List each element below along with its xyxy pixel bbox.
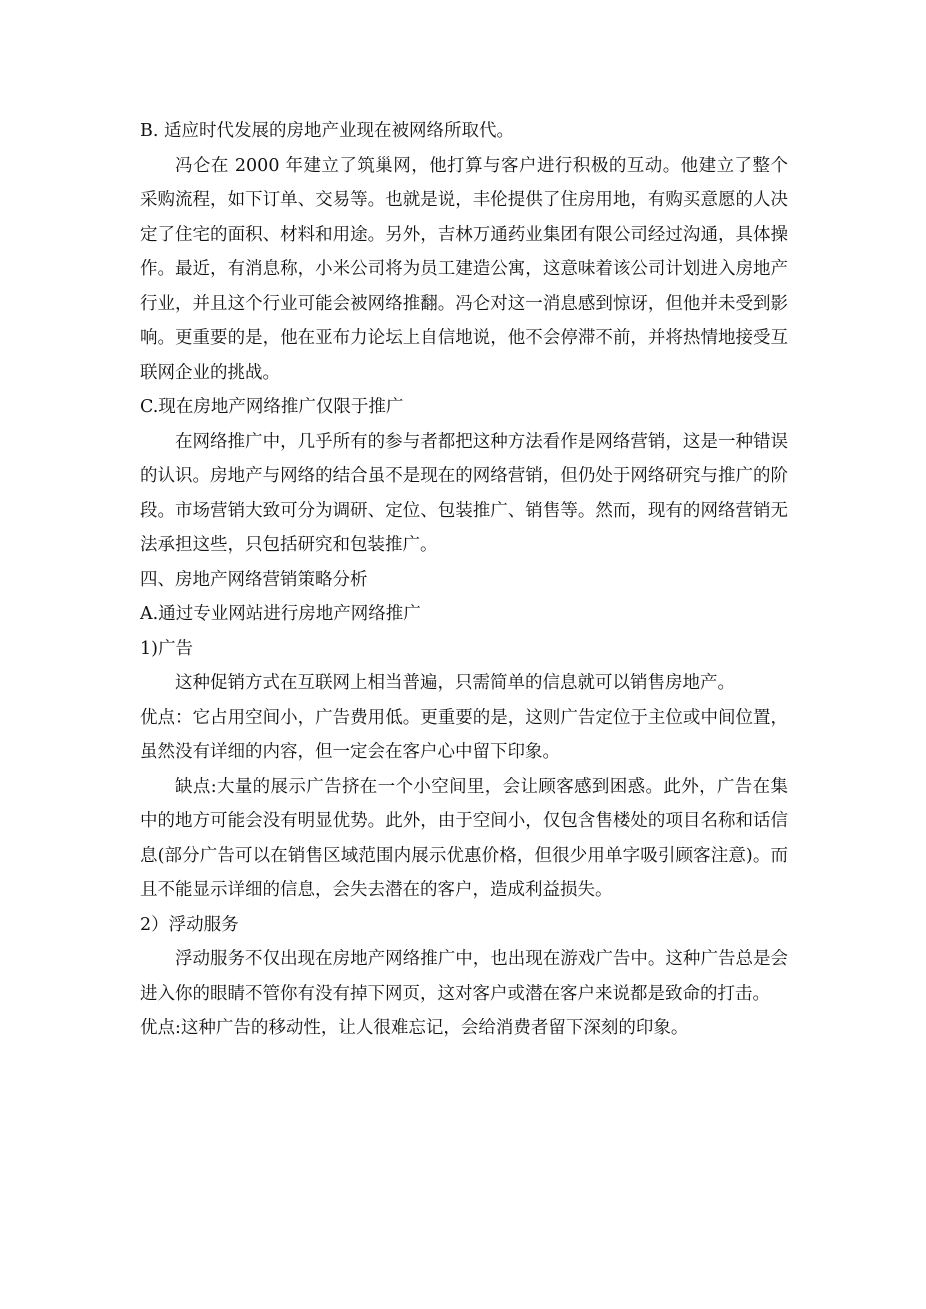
subsection-heading-ads: 1)广告 [140,638,193,659]
paragraph-feng-lun: 冯仑在 2000 年建立了筑巢网，他打算与客户进行积极的互动。他建立了整个采购流程，如下订单、交易等。也就是说，丰伦提供了住房用地，有购买意愿的人决定了住宅的面积、材料和用途。另外，吉林万通药业集团有限公司经过沟通，具体操作。最近，有消息称，小米公司将为员工建造公寓，这意味着该公司计划进入房地产行业，并且这个行业可能会被网络推翻。冯仑对这一消息感到惊讶，但他并未受到影响。更重要的是，他在亚布力论坛上自信地说，他不会停滞不前，并将热情地接受互联网企业的挑战。 [140,155,788,383]
section-heading-b: B. 适应时代发展的房地产业现在被网络所取代。 [140,121,514,141]
paragraph-network-promotion: 在网络推广中，几乎所有的参与者都把这种方法看作是网络营销，这是一种错误的认识。房地产与网络的结合虽不是现在的网络营销，但仍处于网络研究与推广的阶段。市场营销大致可分为调研、定位、包装推广、销售等。然而，现有的网络营销无法承担这些，只包括研究和包装推广。 [140,431,788,555]
paragraph-floating-intro: 浮动服务不仅出现在房地产网络推广中，也出现在游戏广告中。这种广告总是会进入你的眼睛不管你有没有掉下网页，这对客户或潜在客户来说都是致命的打击。 [140,949,788,1004]
section-heading-a: A.通过专业网站进行房地产网络推广 [140,604,421,624]
paragraph-ads-intro: 这种促销方式在互联网上相当普遍，只需简单的信息就可以销售房地产。 [175,673,735,693]
chapter-heading-four: 四、房地产网络营销策略分析 [140,569,368,590]
subsection-heading-floating: 2）浮动服务 [140,914,239,935]
section-heading-c: C.现在房地产网络推广仅限于推广 [140,397,404,417]
paragraph-floating-advantages: 优点:这种广告的移动性，让人很难忘记，会给消费者留下深刻的印象。 [140,1018,689,1038]
paragraph-ads-advantages: 优点：它占用空间小，广告费用低。更重要的是，这则广告定位于主位或中间位置，虽然没有详细的内容，但一定会在客户心中留下印象。 [140,707,788,762]
paragraph-ads-disadvantages: 缺点:大量的展示广告挤在一个小空间里，会让顾客感到困惑。此外，广告在集中的地方可能会没有明显优势。此外，由于空间小，仅包含售楼处的项目名称和话信息(部分广告可以在销售区域范围内展示优惠价格，但很少用单字吸引顾客注意)。而且不能显示详细的信息，会失去潜在的客户，造成利益损失。 [140,776,788,900]
document-body [140,114,788,1046]
